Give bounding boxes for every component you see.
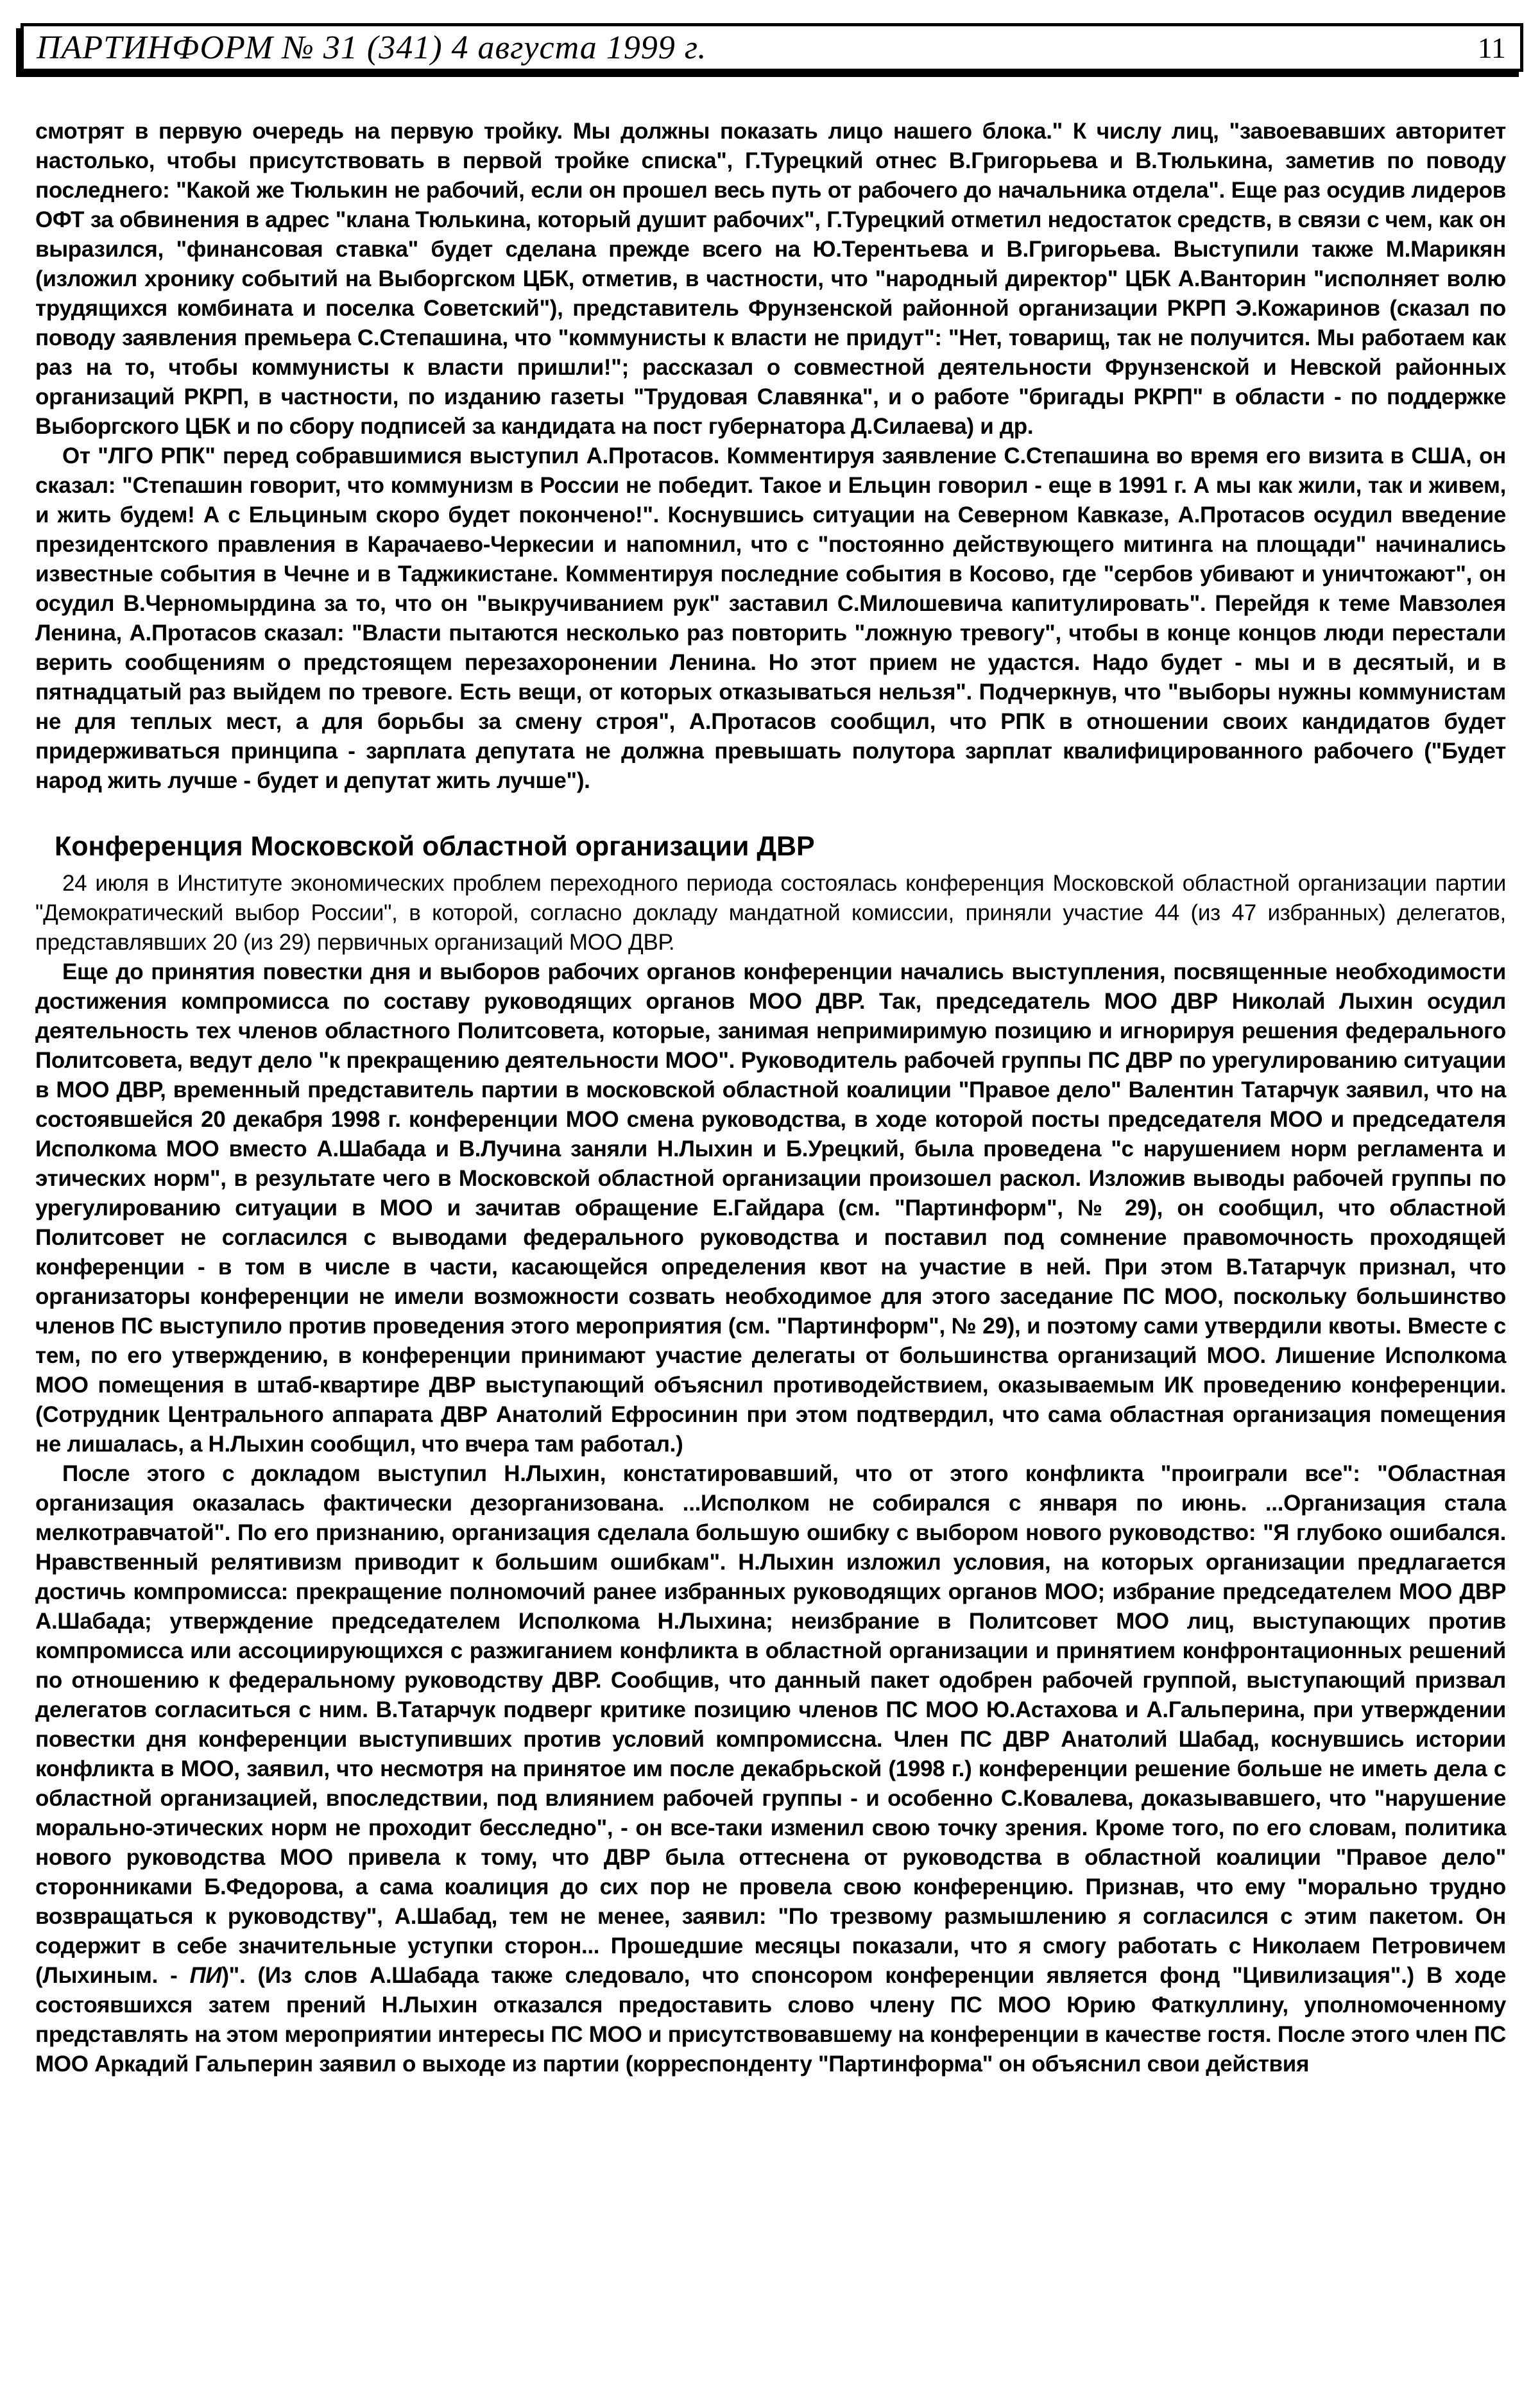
page-number: 11 bbox=[1477, 31, 1506, 64]
section-heading: Конференция Московской областной организации ДВР bbox=[55, 831, 815, 862]
paragraph-text: 24 июля в Институте экономических проблем переходного периода состоялась конференция Московской областной организации партии "Демократический выбор России", в которой, согласно докладу мандатной комиссии, приняли участие 44 (из 47 избранных) делегатов, представлявших 20 (из 29) первичных организаций МОО ДВР. bbox=[35, 871, 1506, 955]
page-header bbox=[21, 23, 1523, 72]
article-paragraph bbox=[35, 1459, 1506, 2079]
journal-title: ПАРТИНФОРМ № 31 (341) 4 августа 1999 г. bbox=[37, 29, 707, 66]
paragraph-text: Еще до принятия повестки дня и выборов рабочих органов конференции начались выступления, посвященные необходимости достижения компромисса по составу руководящих органов МОО ДВР. Так, председатель МОО ДВР Николай Лыхин осудил деятельность тех членов областного Политсовета, которые, занимая непримиримую позицию и игнорируя решения федерального Политсовета, ведут дело "к прекращению деятельности МОО". Руководитель рабочей группы ПС ДВР по урегулированию ситуации в МОО ДВР, временный представитель партии в московской областной коалиции "Правое дело" Валентин Татарчук заявил, что на состоявшейся 20 декабря 1998 г. конференции МОО смена руководства, в ходе которой посты председателя МОО и председателя Исполкома МОО вместо А.Шабада и В.Лучина заняли Н.Лыхин и Б.Урецкий, была проведена "с нарушением норм регламента и этических норм", в результате чего в Московской областной организации произошел раскол. Изложив выводы рабочей группы по урегулированию ситуации в МОО и зачитав обращение Е.Гайдара (см. "Партинформ", № 29), он сообщил, что областной Политсовет не согласился с выводами федерального руководства и поставил под сомнение правомочность проходящей конференции - в том в числе в части, касающейся определения квот на участие в ней. При этом В.Татарчук признал, что организаторы конференции не имели возможности созвать необходимое для этого заседание ПС МОО, поскольку большинство членов ПС выступило против проведения этого мероприятия (см. "Партинформ", № 29), и поэтому сами утвердили квоты. Вместе с тем, по его утверждению, в конференции принимают участие делегаты от большинства организаций МОО. Лишение Исполкома МОО помещения в штаб-квартире ДВР выступающий объяснил противодействием, оказываемым ИК проведению конференции. (Сотрудник Центрального аппарата ДВР Анатолий Ефросинин при этом подтвердил, что сама областная организация помещения не лишалась, а Н.Лыхин сообщил, что вчера там работал.) bbox=[35, 959, 1506, 1457]
editorial-note: ПИ bbox=[189, 1963, 222, 1988]
article-paragraph bbox=[35, 441, 1506, 796]
article-paragraph bbox=[35, 869, 1506, 957]
paragraph-text: смотрят в первую очередь на первую тройку. Мы должны показать лицо нашего блока." К числу лиц, "завоевавших авторитет настолько, чтобы присутствовать в первой тройке списка", Г.Турецкий отнес В.Григорьева и В.Тюлькина, заметив по поводу последнего: "Какой же Тюлькин не рабочий, если он прошел весь путь от рабочего до начальника отдела". Еще раз осудив лидеров ОФТ за обвинения в адрес "клана Тюлькина, который душит рабочих", Г.Турецкий отметил недостаток средств, в связи с чем, как он выразился, "финансовая ставка" будет сделана прежде всего на Ю.Терентьева и В.Григорьева. Выступили также М.Марикян (изложил хронику событий на Выборгском ЦБК, отметив, в частности, что "народный директор" ЦБК А.Ванторин "исполняет волю трудящихся комбината и поселка Советский"), представитель Фрунзенской районной организации РКРП Э.Кожаринов (сказал по поводу заявления премьера С.Степашина, что "коммунисты к власти не придут": "Нет, товарищ, так не получится. Мы работаем как раз на то, чтобы коммунисты к власти пришли!"; рассказал о совместной деятельности Фрунзенской и Невской районных организаций РКРП, в частности, по изданию газеты "Трудовая Славянка", и о работе "бригады РКРП" в области - по поддержке Выборгского ЦБК и по сбору подписей за кандидата на пост губернатора Д.Силаева) и др. bbox=[35, 119, 1506, 439]
article-paragraph bbox=[35, 957, 1506, 1459]
paragraph-text: )". (Из слов А.Шабада также следовало, что спонсором конференции является фонд "Цивилизация".) В ходе состоявшихся затем прений Н.Лыхин отказался предоставить слово члену ПС МОО Юрию Фаткуллину, уполномоченному представлять на этом мероприятии интересы ПС МОО и присутствовавшему на конференции в качестве гостя. После этого член ПС МОО Аркадий Гальперин заявил о выходе из партии (корреспонденту "Партинформа" он объяснил свои действия bbox=[35, 1963, 1507, 2077]
article-body bbox=[35, 117, 1506, 2079]
article-paragraph bbox=[35, 117, 1506, 441]
paragraph-text: После этого с докладом выступил Н.Лыхин, констатировавший, что от этого конфликта "проиграли все": "Областная организация оказалась фактически дезорганизована. ...Исполком не собирался с января по июнь. ...Организация стала мелкотравчатой". По его признанию, организация сделала большую ошибку с выбором нового руководство: "Я глубоко ошибался. Нравственный релятивизм приводит к большим ошибкам". Н.Лыхин изложил условия, на которых организации предлагается достичь компромисса: прекращение полномочий ранее избранных руководящих органов МОО; избрание председателем МОО ДВР А.Шабада; утверждение председателем Исполкома Н.Лыхина; неизбрание в Политсовет МОО лиц, выступающих против компромисса или ассоциирующихся с разжиганием конфликта в областной организации и принятием конфронтационных решений по отношению к федеральному руководству ДВР. Сообщив, что данный пакет одобрен рабочей группой, выступающий призвал делегатов согласиться с ним. В.Татарчук подверг критике позицию членов ПС МОО Ю.Астахова и А.Гальперина, при утверждении повестки дня конференции выступивших против условий компромиссна. Член ПС ДВР Анатолий Шабад, коснувшись истории конфликта в МОО, заявил, что несмотря на принятое им после декабрьской (1998 г.) конференции решение больше не иметь дела с областной организацией, впоследствии, под влиянием рабочей группы - и особенно С.Ковалева, доказывавшего, что "нарушение морально-этических норм не проходит бесследно", - он все-таки изменил свою точку зрения. Кроме того, по его словам, политика нового руководства МОО привела к тому, что ДВР была оттеснена от руководства в областной коалиции "Правое дело" сторонниками Б.Федорова, а сама коалиция до сих пор не провела свою конференцию. Признав, что ему "морально трудно возвращаться к руководству", А.Шабад, тем не менее, заявил: "По трезвому размышлению я согласился с этим пакетом. Он содержит в себе значительные уступки сторон... Прошедшие месяцы показали, что я смогу работать с Николаем Петровичем (Лыхиным. - bbox=[35, 1461, 1506, 1988]
paragraph-text: От "ЛГО РПК" перед собравшимися выступил А.Протасов. Комментируя заявление С.Степашина во время его визита в США, он сказал: "Степашин говорит, что коммунизм в России не победит. Такое и Ельцин говорил - еще в 1991 г. А мы как жили, так и живем, и жить будем! А с Ельциным скоро будет покончено!". Коснувшись ситуации на Северном Кавказе, А.Протасов осудил введение президентского правления в Карачаево-Черкесии и напомнил, что с "постоянно действующего митинга на площади" начинались известные события в Чечне и в Таджикистане. Комментируя последние события в Косово, где "сербов убивают и уничтожают", он осудил В.Черномырдина за то, что он "выкручиванием рук" заставил С.Милошевича капитулировать". Перейдя к теме Мавзолея Ленина, А.Протасов сказал: "Власти пытаются несколько раз повторить "ложную тревогу", чтобы в конце концов люди перестали верить сообщениям о предстоящем перезахоронении Ленина. Но этот прием не удастся. Надо будет - мы и в десятый, и в пятнадцатый раз выйдем по тревоге. Есть вещи, от которых отказываться нельзя". Подчеркнув, что "выборы нужны коммунистам не для теплых мест, а для борьбы за смену строя", А.Протасов сообщил, что РПК в отношении своих кандидатов будет придерживаться принципа - зарплата депутата не должна превышать полутора зарплат квалифицированного рабочего ("Будет народ жить лучше - будет и депутат жить лучше"). bbox=[35, 443, 1506, 793]
